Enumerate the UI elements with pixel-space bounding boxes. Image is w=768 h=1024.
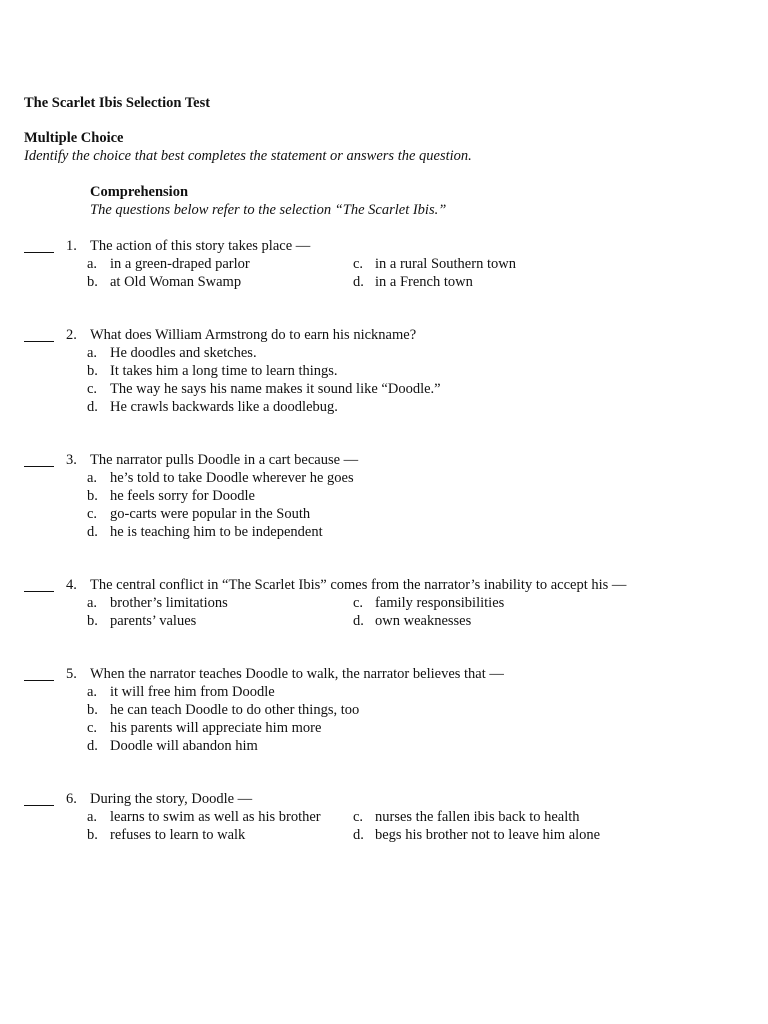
option-text: he is teaching him to be independent [110, 524, 323, 540]
option-text: his parents will appreciate him more [110, 720, 322, 736]
option-text: he can teach Doodle to do other things, too [110, 702, 360, 718]
answer-blank[interactable] [24, 451, 54, 467]
option-letter: a. [87, 256, 98, 272]
option-text: Doodle will abandon him [110, 738, 258, 754]
option-letter: b. [87, 827, 98, 843]
question-text: The central conflict in “The Scarlet Ibis” comes from the narrator’s inability to accept his — [90, 577, 627, 593]
option-text: in a rural Southern town [375, 256, 516, 272]
page-title: The Scarlet Ibis Selection Test [24, 95, 211, 111]
option-letter: b. [87, 363, 98, 379]
option-letter: b. [87, 702, 98, 718]
question-number: 6. [66, 791, 77, 807]
option-text: He doodles and sketches. [110, 345, 257, 361]
question-4 [0, 576, 768, 630]
question-text: During the story, Doodle — [90, 791, 253, 807]
option-text: it will free him from Doodle [110, 684, 275, 700]
answer-blank[interactable] [24, 576, 54, 592]
option-text: at Old Woman Swamp [110, 274, 242, 290]
question-number: 5. [66, 666, 77, 682]
option-letter: c. [87, 381, 98, 397]
option-letter: c. [353, 809, 364, 825]
subsection-heading: Comprehension [90, 184, 189, 200]
option-letter: a. [87, 595, 98, 611]
option-letter: d. [87, 524, 98, 540]
option-letter: c. [87, 720, 98, 736]
option-text: in a green-draped parlor [110, 256, 250, 272]
option-letter: b. [87, 274, 98, 290]
option-text: The way he says his name makes it sound like “Doodle.” [110, 381, 441, 397]
question-1 [0, 237, 768, 291]
option-text: learns to swim as well as his brother [110, 809, 321, 825]
question-text: What does William Armstrong do to earn his nickname? [90, 327, 417, 343]
option-text: own weaknesses [375, 613, 472, 629]
question-5 [0, 665, 768, 755]
option-text: parents’ values [110, 613, 197, 629]
option-text: begs his brother not to leave him alone [375, 827, 601, 843]
option-text: he’s told to take Doodle wherever he goes [110, 470, 354, 486]
option-letter: a. [87, 684, 98, 700]
question-text: When the narrator teaches Doodle to walk, the narrator believes that — [90, 666, 504, 682]
option-letter: d. [353, 274, 364, 290]
option-letter: a. [87, 809, 98, 825]
question-6 [0, 790, 768, 844]
option-letter: c. [353, 595, 364, 611]
option-text: family responsibilities [375, 595, 505, 611]
question-number: 3. [66, 452, 77, 468]
option-text: It takes him a long time to learn things. [110, 363, 338, 379]
section-instructions: Identify the choice that best completes the statement or answers the question. [24, 148, 472, 164]
option-letter: d. [353, 613, 364, 629]
option-text: brother’s limitations [110, 595, 228, 611]
option-letter: a. [87, 345, 98, 361]
answer-blank[interactable] [24, 326, 54, 342]
answer-blank[interactable] [24, 665, 54, 681]
option-letter: b. [87, 613, 98, 629]
option-text: He crawls backwards like a doodlebug. [110, 399, 338, 415]
question-number: 1. [66, 238, 77, 254]
answer-blank[interactable] [24, 237, 54, 253]
subsection-instructions: The questions below refer to the selection “The Scarlet Ibis.” [90, 202, 447, 218]
option-letter: d. [353, 827, 364, 843]
question-2 [0, 326, 768, 416]
option-text: refuses to learn to walk [110, 827, 246, 843]
answer-blank[interactable] [24, 790, 54, 806]
question-text: The action of this story takes place — [90, 238, 311, 254]
option-letter: d. [87, 399, 98, 415]
option-text: go-carts were popular in the South [110, 506, 311, 522]
option-letter: a. [87, 470, 98, 486]
option-text: in a French town [375, 274, 473, 290]
section-heading: Multiple Choice [24, 130, 124, 146]
option-text: nurses the fallen ibis back to health [375, 809, 580, 825]
question-number: 4. [66, 577, 77, 593]
question-text: The narrator pulls Doodle in a cart because — [90, 452, 359, 468]
question-3 [0, 451, 768, 541]
option-letter: c. [353, 256, 364, 272]
option-letter: d. [87, 738, 98, 754]
question-number: 2. [66, 327, 77, 343]
option-letter: b. [87, 488, 98, 504]
option-letter: c. [87, 506, 98, 522]
option-text: he feels sorry for Doodle [110, 488, 255, 504]
